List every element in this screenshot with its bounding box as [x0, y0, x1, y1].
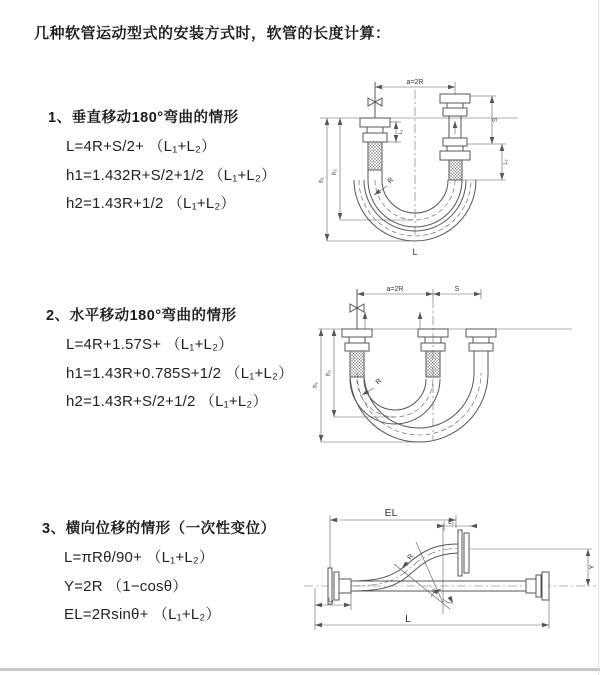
dim-label-l: L — [412, 247, 418, 257]
dim-label-s: S — [492, 117, 499, 123]
dim-label-h1: h₁ — [312, 382, 319, 388]
hose-arc-hidden — [357, 379, 433, 417]
section1-formulas — [66, 133, 276, 219]
page-title: 几种软管运动型式的安装方式时，软管的长度计算： — [34, 25, 391, 42]
dim-label-h1: h₁ — [318, 177, 325, 183]
section2-heading: 2、水平移动180°弯曲的情形 — [46, 308, 237, 324]
formula-line: EL=2Rsinθ+ （L₁+L₂） — [64, 606, 221, 623]
dim-label-l: L — [405, 613, 411, 625]
section2-formulas — [66, 331, 293, 417]
dim-label-a2r: a=2R — [406, 79, 424, 86]
dim-label-s: S — [454, 286, 460, 293]
dim-label-y: Y — [589, 564, 596, 570]
formula-line: L=4R+1.57S+ （L₁+L₂） — [66, 336, 234, 353]
diagram-horizontal-180-bend — [310, 281, 600, 459]
dim-label-el: EL — [384, 507, 398, 519]
dim-label-l1: L₁ — [328, 597, 334, 604]
formula-line: L=πRθ/90+ （L₁+L₂） — [64, 549, 215, 566]
dim-label-h2: h₂ — [331, 169, 338, 175]
scan-edge-right — [598, 0, 599, 675]
radius-label: R — [374, 377, 384, 387]
hose-arc — [350, 373, 488, 442]
formula-line: h1=1.432R+S/2+1/2 （L₁+L₂） — [66, 166, 277, 184]
dim-label-l2: L₂ — [503, 159, 509, 165]
left-flange — [342, 329, 372, 351]
dim-label-h2: h₂ — [325, 370, 332, 376]
formula-line: h2=1.43R+1/2 （L₁+L₂） — [66, 195, 236, 212]
formula-line: Y=2R （1−cosθ） — [64, 577, 188, 595]
left-flange — [360, 118, 390, 142]
dim-label-a2r: a=2R — [386, 286, 404, 293]
hose-curve — [351, 553, 458, 591]
hose-arc — [364, 379, 426, 410]
section3-formulas — [64, 544, 221, 630]
right-flange — [466, 329, 496, 351]
right-flange — [526, 572, 549, 600]
diagram-lateral-displacement — [298, 500, 600, 648]
formula-line: h2=1.43R+S/2+1/2 （L₁+L₂） — [66, 393, 268, 410]
right-upper-flange — [440, 94, 470, 116]
section3-heading: 3、横向位移的情形（一次性变位） — [42, 521, 276, 537]
formula-line: h1=1.43R+0.785S+1/2 （L₁+L₂） — [66, 364, 294, 382]
angle-label: θ — [432, 588, 436, 595]
section1-heading: 1、垂直移动180°弯曲的情形 — [48, 110, 239, 126]
dim-label-l2: L₂ — [448, 519, 454, 526]
dim-label-l1: L₁ — [398, 129, 404, 135]
radius-label: R — [406, 552, 416, 562]
right-lower-flange — [440, 138, 470, 160]
formula-line: L=4R+S/2+ （L₁+L₂） — [66, 138, 217, 155]
diagram-vertical-180-bend — [310, 74, 545, 259]
radius-label: R — [386, 176, 396, 186]
upper-flange — [458, 530, 469, 576]
scan-edge-bottom — [0, 668, 600, 671]
